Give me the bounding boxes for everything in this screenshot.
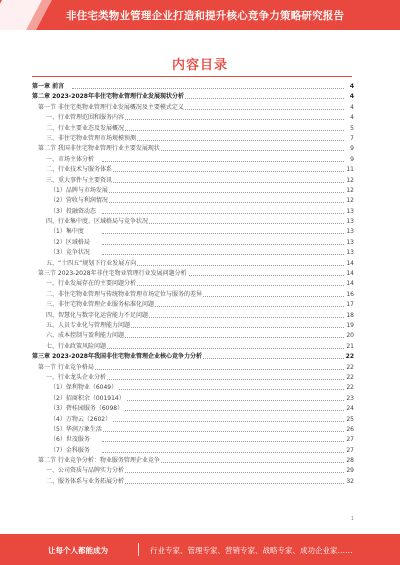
toc-entry[interactable]	[32, 165, 354, 175]
toc-entry-page: 22	[345, 373, 354, 383]
toc-entry[interactable]	[32, 394, 354, 404]
toc-entry-page: 22	[345, 383, 354, 393]
toc-entry[interactable]	[32, 238, 354, 248]
toc-entry[interactable]	[32, 456, 354, 466]
toc-entry-page: 13	[345, 207, 354, 217]
toc-entry-text: （3）碧桂园服务（6098）	[50, 404, 124, 414]
toc-leader-dots	[102, 389, 344, 390]
toc-entry-text: 二、非住宅物业管理与传统物业管理市场定位与服务的差异	[46, 290, 203, 300]
toc-heading: 内容目录	[171, 58, 228, 73]
toc-entry-page: 13	[345, 217, 354, 227]
toc-entry[interactable]	[32, 155, 354, 165]
toc-entry-page: 27	[345, 446, 354, 456]
toc-entry[interactable]	[32, 446, 354, 456]
footer-tagline: 行业专家、管理专家、营销专家、战略专家、成功企业家……	[150, 546, 353, 555]
toc-entry-text: 第一节 行业竞争格局	[38, 363, 95, 373]
toc-entry[interactable]	[32, 196, 354, 206]
toc-entry-text: 第一章 前言	[32, 82, 65, 92]
toc-entry[interactable]	[32, 248, 354, 258]
toc-entry-page: 24	[345, 404, 354, 414]
toc-entry-page: 22	[345, 352, 354, 362]
toc-entry-page: 12	[345, 196, 354, 206]
toc-entry-page: 22	[345, 363, 354, 373]
toc-entry-page: 14	[345, 259, 354, 269]
toc-entry-text: 二、行业主要业态及发展概况	[46, 124, 125, 134]
toc-entry[interactable]	[32, 279, 354, 289]
toc-entry-text: 一、行业发展存在的主要问题分析	[46, 279, 137, 289]
toc-entry-text: 三、非住宅物业管理市场规模预测	[46, 134, 137, 144]
toc-entry-text: （7）金科服务	[50, 446, 91, 456]
toc-entry[interactable]	[32, 144, 354, 154]
toc-entry-page: 17	[345, 300, 354, 310]
footer-bar	[0, 534, 400, 565]
toc-leader-dots	[102, 431, 344, 432]
toc-entry-text: 一、行业管理范围和服务内容	[46, 113, 125, 123]
toc-entry-text: 第二章 2023-2028年非住宅物业管理行业发展现状分析	[32, 92, 185, 102]
toc-entry-page: 13	[345, 238, 354, 248]
toc-entry-text: 三、非住宅物业管理企业服务标准化问题	[46, 300, 155, 310]
toc-entry[interactable]	[32, 425, 354, 435]
toc-entry-text: （4）万物云（2602）	[50, 415, 112, 425]
toc-entry[interactable]	[32, 363, 354, 373]
toc-entry-page: 11	[345, 165, 354, 175]
toc-entry-page: 18	[345, 311, 354, 321]
toc-entry-text: 一、市场主体分析	[46, 155, 95, 165]
toc-entry[interactable]	[32, 477, 354, 487]
toc-entry-page: 7	[345, 134, 354, 144]
report-title: 非住宅类物业管理企业打造和提升核心竞争力策略研究报告	[66, 10, 345, 22]
toc-entry-page: 16	[345, 290, 354, 300]
toc-leader-dots	[102, 244, 344, 245]
toc-entry[interactable]	[32, 259, 354, 269]
toc-entry[interactable]	[32, 300, 354, 310]
toc-entry[interactable]	[32, 103, 354, 113]
toc-leader-dots	[102, 483, 344, 484]
toc-entry-page: 12	[345, 186, 354, 196]
toc-leader-dots	[102, 441, 344, 442]
toc-leader-dots	[102, 285, 344, 286]
toc-entry[interactable]	[32, 404, 354, 414]
toc-entry-page: 12	[345, 176, 354, 186]
toc-entry[interactable]	[32, 186, 354, 196]
toc-entry-text: （1）集中度	[50, 227, 85, 237]
toc-entry-page: 13	[345, 227, 354, 237]
toc-entry-text: 第一节 非住宅类物业管理行业发展概况及主要模式定义	[38, 103, 185, 113]
toc-leader-dots	[102, 119, 344, 120]
toc-entry-page: 5	[345, 124, 354, 134]
toc-entry-text: 第三章 2023-2028年我国非住宅物业管理企业核心竞争力分析	[32, 352, 203, 362]
toc-entry[interactable]	[32, 217, 354, 227]
toc-entry-page: 9	[345, 155, 354, 165]
toc-leader-dots	[102, 348, 344, 349]
toc-leader-dots	[102, 327, 344, 328]
toc-leader-dots	[102, 452, 344, 453]
toc-entry-text: 一、公司资质与品牌实力分析	[46, 466, 125, 476]
toc-entry[interactable]	[32, 113, 354, 123]
table-of-contents	[32, 82, 354, 487]
toc-entry[interactable]	[32, 134, 354, 144]
toc-leader-dots	[102, 400, 344, 401]
toc-entry-text: 四、智慧化与数字化运营能力不足问题	[46, 311, 149, 321]
toc-entry-page: 27	[345, 435, 354, 445]
toc-entry[interactable]	[32, 207, 354, 217]
toc-entry-text: （3）竞争状况	[50, 248, 91, 258]
toc-entry-page: 25	[345, 415, 354, 425]
toc-entry[interactable]	[32, 373, 354, 383]
toc-entry-page: 14	[345, 279, 354, 289]
toc-leader-dots	[102, 202, 344, 203]
toc-leader-dots	[102, 265, 344, 266]
toc-entry-text: 二、服务体系与业务拓展分析	[46, 477, 125, 487]
toc-entry-page: 23	[345, 394, 354, 404]
toc-divider	[32, 76, 352, 77]
toc-entry-text: 一、行业龙头企业分析	[46, 373, 107, 383]
toc-entry[interactable]	[32, 124, 354, 134]
toc-entry[interactable]	[32, 269, 354, 279]
toc-entry[interactable]	[32, 321, 354, 331]
toc-entry-text: 第二节 我国非住宅物业管理行业主要发展现状	[38, 144, 161, 154]
toc-entry-page: 14	[345, 269, 354, 279]
toc-entry[interactable]	[32, 352, 354, 362]
toc-entry-text: 二、行业技术与服务体系	[46, 165, 113, 175]
toc-leader-dots	[102, 233, 344, 234]
toc-leader-dots	[102, 161, 344, 162]
toc-entry-text: （5）华润万象生活	[50, 425, 103, 435]
toc-leader-dots	[102, 140, 344, 141]
page-marker: 1	[350, 516, 354, 522]
toc-leader-dots	[102, 213, 344, 214]
toc-entry-text: （2）营收与利润情况	[50, 196, 109, 206]
toc-entry[interactable]	[32, 311, 354, 321]
toc-entry-text: 第三节 2023-2028年非住宅物业管理行业发展问题分析	[38, 269, 188, 279]
toc-entry-text: 五、“十四五”规划下行业发展方向	[46, 259, 137, 269]
toc-leader-dots	[102, 182, 344, 183]
toc-entry-page: 28	[345, 456, 354, 466]
toc-entry-page: 4	[345, 113, 354, 123]
toc-entry-page: 9	[345, 144, 354, 154]
toc-leader-dots	[102, 410, 344, 411]
toc-entry-page: 19	[345, 321, 354, 331]
toc-entry-text: （1）保利物业（6049）	[50, 383, 118, 393]
toc-entry-text: （6）世茂服务	[50, 435, 91, 445]
toc-entry-text: 六、成本控制与盈利能力问题	[46, 331, 125, 341]
toc-entry[interactable]	[32, 82, 354, 92]
toc-entry[interactable]	[32, 415, 354, 425]
toc-leader-dots	[92, 369, 344, 370]
toc-leader-dots	[72, 88, 344, 89]
toc-leader-dots	[102, 171, 344, 172]
toc-leader-dots	[102, 379, 344, 380]
toc-entry-text: （3）投融资动态	[50, 207, 97, 217]
toc-entry-page: 20	[345, 331, 354, 341]
toc-entry-text: 五、人员专业化与管理能力问题	[46, 321, 131, 331]
toc-leader-dots	[102, 192, 344, 193]
toc-entry-page: 4	[345, 82, 354, 92]
toc-leader-dots	[102, 254, 344, 255]
toc-entry-text: 七、行业政策风险问题	[46, 342, 107, 352]
toc-leader-dots	[102, 130, 344, 131]
toc-entry-page: 13	[345, 248, 354, 258]
toc-entry-text: （1）品牌与市场发展	[50, 186, 109, 196]
toc-entry[interactable]	[32, 290, 354, 300]
footer-divider	[138, 543, 139, 556]
toc-entry-page: 29	[345, 466, 354, 476]
toc-entry[interactable]	[32, 342, 354, 352]
toc-entry-text: （2）招商积余（001914）	[50, 394, 126, 404]
header-bar	[0, 0, 400, 30]
toc-entry-text: 四、行业集中度、区域格局与竞争状况	[46, 217, 149, 227]
toc-entry-page: 4	[345, 92, 354, 102]
toc-entry[interactable]	[32, 383, 354, 393]
toc-entry-page: 21	[345, 342, 354, 352]
toc-entry-page: 32	[345, 477, 354, 487]
toc-entry-page: 4	[345, 103, 354, 113]
footer-slogan: 让每个人都能成为	[48, 546, 108, 555]
toc-entry-text: 第二节 行业竞争分析：物业服务管理企业竞争	[38, 456, 161, 466]
toc-leader-dots	[102, 337, 344, 338]
toc-entry[interactable]	[32, 176, 354, 186]
toc-leader-dots	[102, 421, 344, 422]
toc-entry-text: 三、重大事件与主要资讯	[46, 176, 113, 186]
toc-entry-page: 26	[345, 425, 354, 435]
toc-entry-text: （2）区域格局	[50, 238, 91, 248]
toc-entry[interactable]	[32, 435, 354, 445]
toc-entry[interactable]	[32, 227, 354, 237]
toc-entry[interactable]	[32, 92, 354, 102]
toc-leader-dots	[102, 472, 344, 473]
toc-entry[interactable]	[32, 466, 354, 476]
toc-entry[interactable]	[32, 331, 354, 341]
